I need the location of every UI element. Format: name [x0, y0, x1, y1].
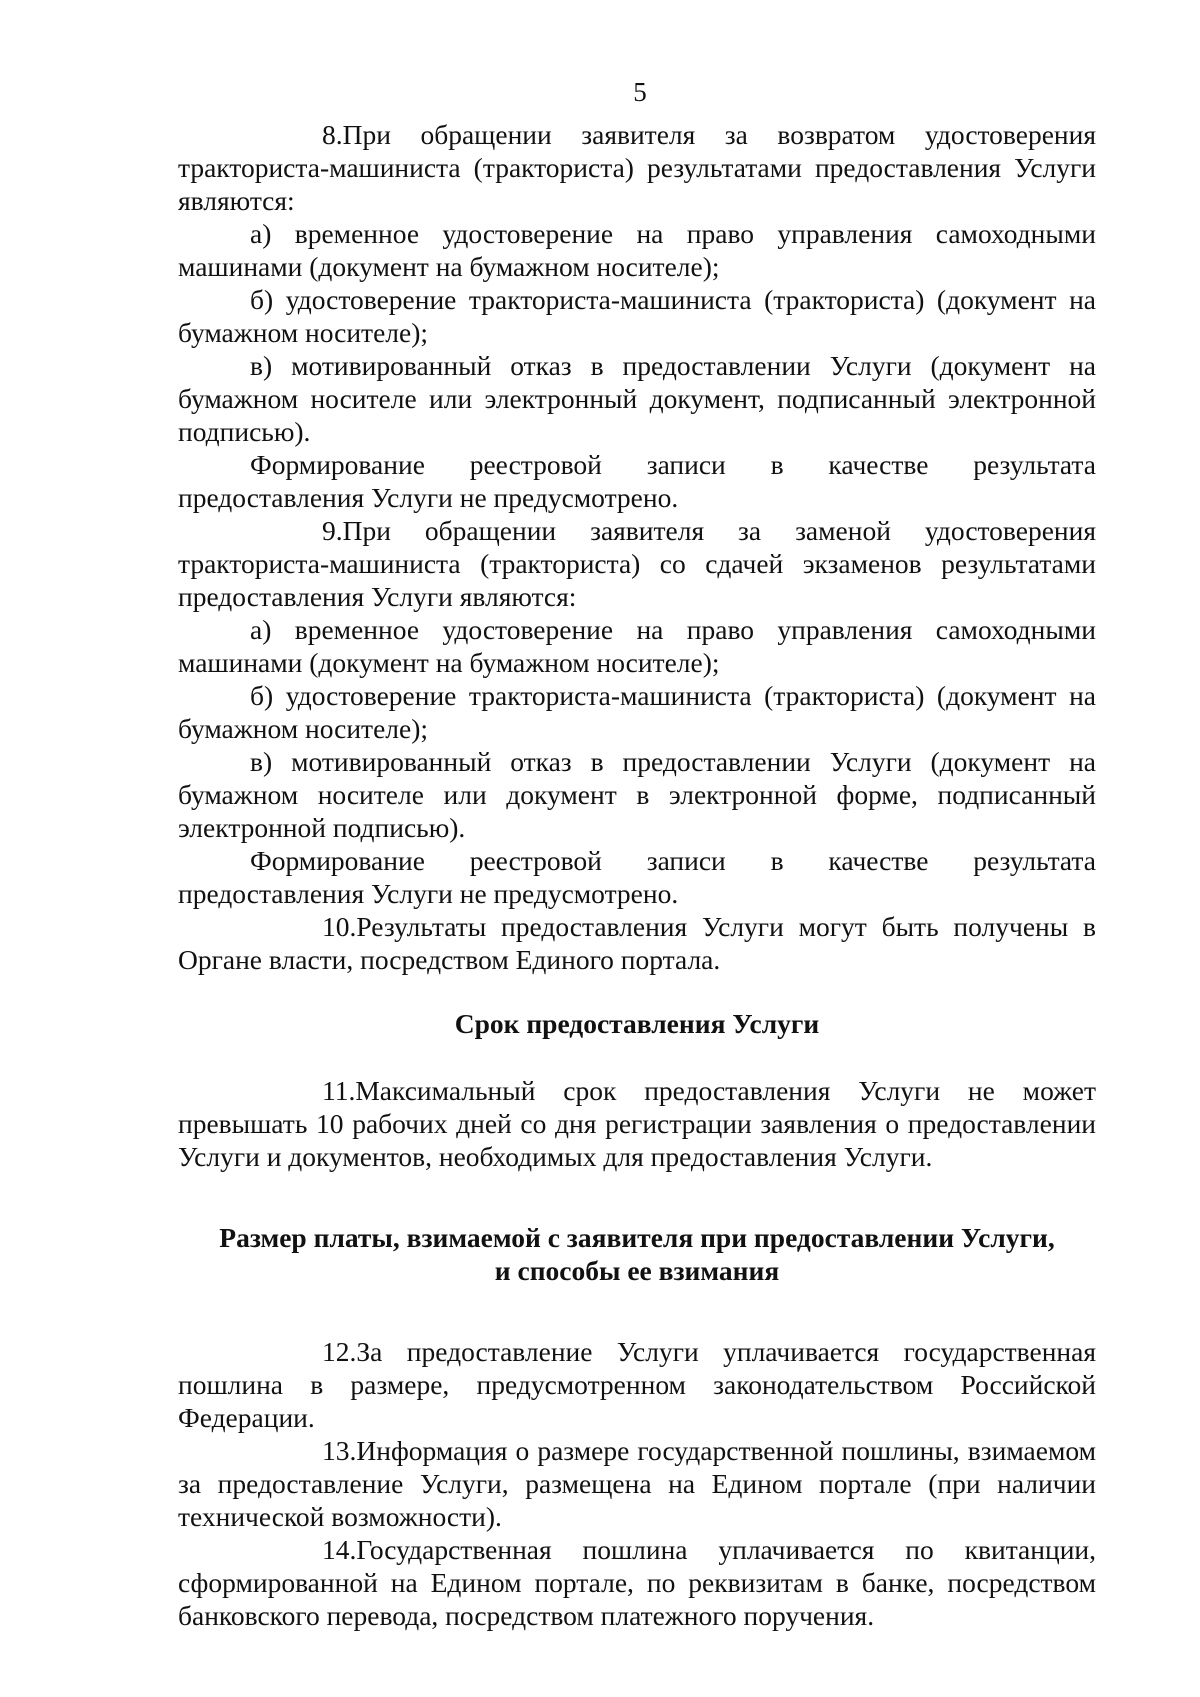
section-heading-fee	[178, 1221, 1096, 1287]
paragraph-text: б) удостоверение тракториста-машиниста (тракториста) (документ на бумажном носителе);	[178, 284, 1096, 348]
list-item-c	[178, 745, 1096, 844]
paragraph-11	[178, 1074, 1096, 1173]
paragraph-text: При обращении заявителя за возвратом удостоверения тракториста-машиниста (тракториста) результатами предоставления Услуги являются:	[178, 119, 1096, 216]
paragraph-number: 9.	[322, 515, 343, 546]
paragraph-text: Формирование реестровой записи в качестве результата предоставления Услуги не предусмотрено.	[178, 449, 1096, 513]
list-item-b	[178, 283, 1096, 349]
page-number: 5	[633, 77, 647, 107]
paragraph-number: 12.	[322, 1336, 357, 1367]
list-item-b	[178, 679, 1096, 745]
registry-note	[178, 448, 1096, 514]
list-item-c	[178, 349, 1096, 448]
paragraph-text: в) мотивированный отказ в предоставлении Услуги (документ на бумажном носителе или электронный документ, подписанный электронной подписью).	[178, 350, 1096, 447]
fee-section	[178, 1335, 1096, 1632]
list-item-a	[178, 613, 1096, 679]
heading-line: и способы ее взимания	[494, 1255, 780, 1286]
paragraph-text: Информация о размере государственной пошлины, взимаемом за предоставление Услуги, размещена на Едином портале (при наличии технической возможности).	[178, 1435, 1096, 1532]
list-item-a	[178, 217, 1096, 283]
paragraph-text: а) временное удостоверение на право управления самоходными машинами (документ на бумажном носителе);	[178, 614, 1096, 678]
heading-line: Размер платы, взимаемой с заявителя при предоставлении Услуги,	[219, 1222, 1055, 1253]
paragraph-number: 13.	[322, 1435, 357, 1466]
paragraph-14	[178, 1533, 1096, 1632]
paragraph-number: 10.	[322, 911, 357, 942]
document-body	[178, 118, 1096, 1632]
paragraph-8	[178, 118, 1096, 217]
paragraph-text: За предоставление Услуги уплачивается государственная пошлина в размере, предусмотренном законодательством Российской Федерации.	[178, 1336, 1096, 1433]
registry-note	[178, 844, 1096, 910]
paragraph-text: б) удостоверение тракториста-машиниста (тракториста) (документ на бумажном носителе);	[178, 680, 1096, 744]
paragraph-text: Результаты предоставления Услуги могут быть получены в Органе власти, посредством Единого портала.	[178, 911, 1096, 975]
paragraph-number: 14.	[322, 1534, 357, 1565]
paragraph-10	[178, 910, 1096, 976]
paragraph-text: При обращении заявителя за заменой удостоверения тракториста-машиниста (тракториста) со сдачей экзаменов результатами предоставления Услуги являются:	[178, 515, 1096, 612]
paragraph-text: Государственная пошлина уплачивается по квитанции, сформированной на Едином портале, по реквизитам в банке, посредством банковского перевода, посредством платежного поручения.	[178, 1534, 1096, 1631]
paragraph-text: Формирование реестровой записи в качестве результата предоставления Услуги не предусмотрено.	[178, 845, 1096, 909]
paragraph-9	[178, 514, 1096, 613]
deadline-section	[178, 1074, 1096, 1173]
paragraph-text: Максимальный срок предоставления Услуги не может превышать 10 рабочих дней со дня регистрации заявления о предоставлении Услуги и документов, необходимых для предоставления Услуги.	[178, 1075, 1096, 1172]
section-heading-deadline: Срок предоставления Услуги	[454, 1008, 820, 1039]
paragraph-13	[178, 1434, 1096, 1533]
paragraph-number: 11.	[322, 1075, 356, 1106]
paragraph-text: а) временное удостоверение на право управления самоходными машинами (документ на бумажном носителе);	[178, 218, 1096, 282]
paragraph-number: 8.	[322, 119, 343, 150]
paragraph-12	[178, 1335, 1096, 1434]
paragraph-text: в) мотивированный отказ в предоставлении Услуги (документ на бумажном носителе или документ в электронной форме, подписанный электронной подписью).	[178, 746, 1096, 843]
results-section	[178, 118, 1096, 976]
